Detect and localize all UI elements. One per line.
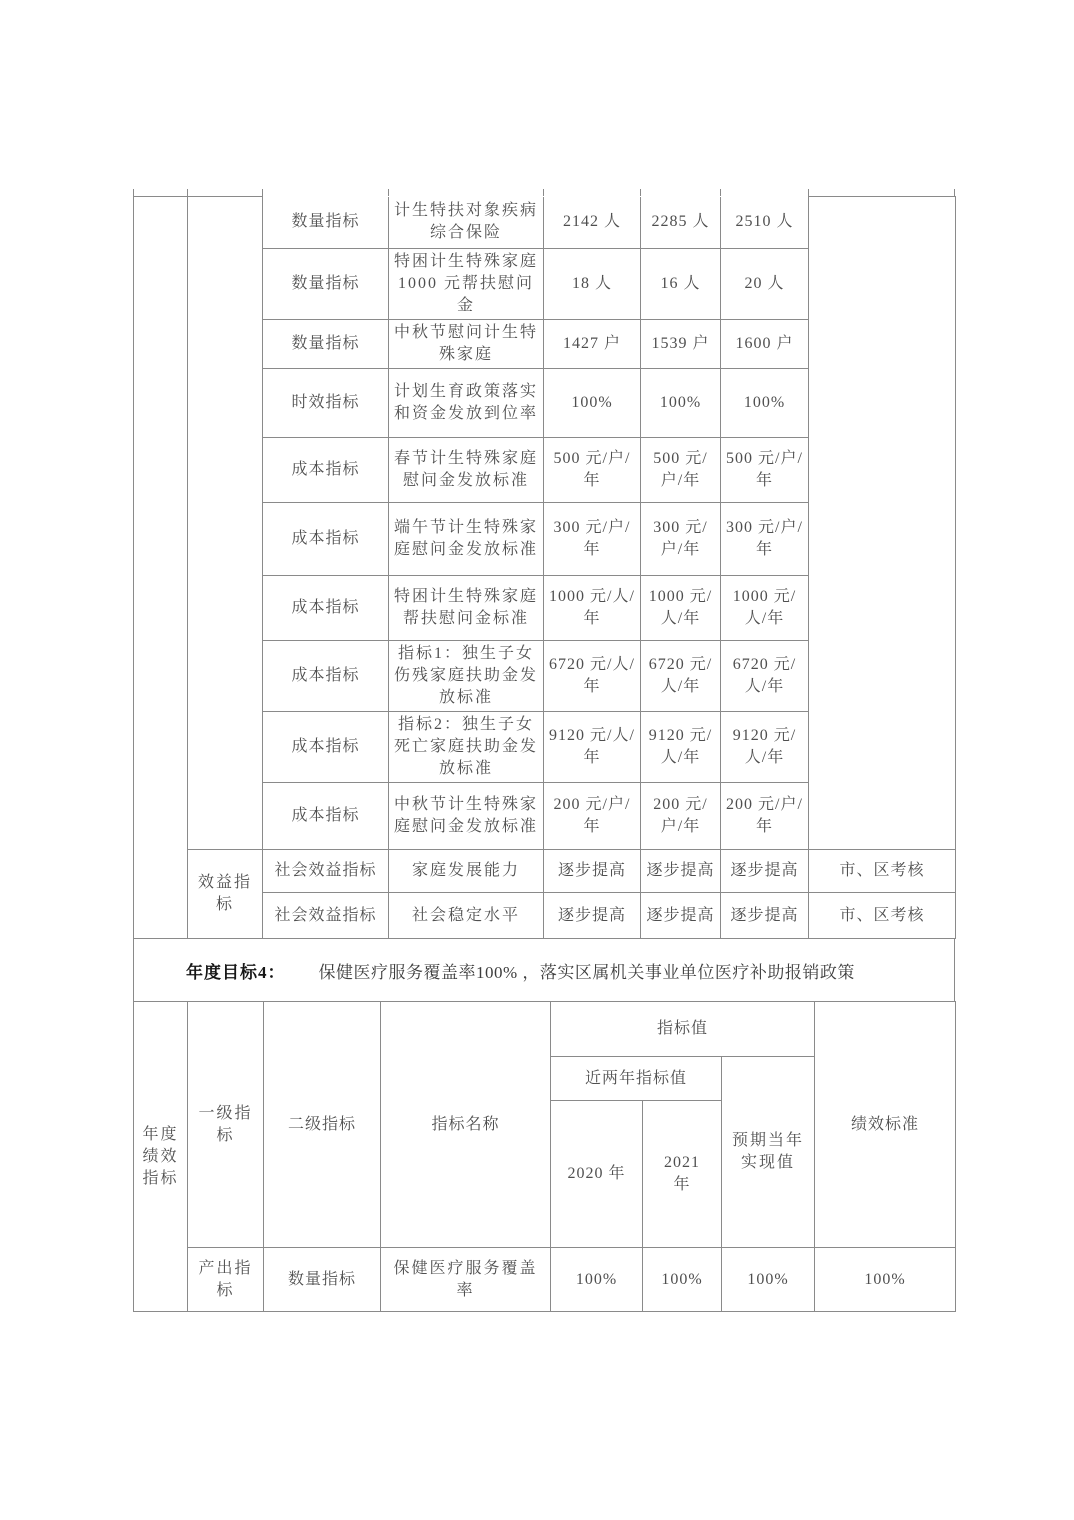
annual-goal-text: 保健医疗服务覆盖率100% ，落实区属机关事业单位医疗补助报销政策 [318, 962, 855, 982]
value-2020-cell: 500 元/户/年 [544, 438, 641, 503]
year-2021-header-text: 2021 年 [664, 1154, 700, 1193]
indicator-name-cell: 春节计生特殊家庭慰问金发放标准 [389, 438, 544, 503]
table-row [134, 1248, 956, 1312]
value-2021-cell: 逐步提高 [641, 850, 721, 893]
value-2021-cell: 9120 元/人/年 [641, 712, 721, 783]
table-row [134, 197, 956, 249]
expected-value-cell: 1600 户 [721, 320, 809, 369]
value-2020-cell: 100% [551, 1248, 643, 1312]
value-2021-cell: 200 元/户/年 [641, 783, 721, 850]
indicator-name-cell: 特困计生特殊家庭 1000 元帮扶慰问金 [389, 249, 544, 320]
year-2020-header-cell: 2020 年 [551, 1101, 643, 1248]
level1-header-cell: 一级指标 [188, 1002, 264, 1248]
indicator-name-cell: 指标2：独生子女死亡家庭扶助金发放标准 [389, 712, 544, 783]
indicator-name-cell: 社会稳定水平 [389, 893, 544, 939]
value-2020-cell: 300 元/户/年 [544, 503, 641, 576]
value-2021-cell: 6720 元/人/年 [641, 641, 721, 712]
indicator-category-cell: 成本指标 [263, 503, 389, 576]
value-2020-cell: 200 元/户/年 [544, 783, 641, 850]
performance-standard-cell: 市、区考核 [809, 850, 956, 893]
level1-indicator-cell [188, 197, 263, 850]
recent-two-years-header-cell: 近两年指标值 [551, 1057, 722, 1101]
indicator-category-cell: 成本指标 [263, 438, 389, 503]
page-break-cell-stubs [133, 189, 955, 196]
column-stub [262, 189, 388, 196]
expected-value-cell: 1000 元/人/年 [721, 576, 809, 641]
performance-standard-cell: 100% [815, 1248, 956, 1312]
value-2020-cell: 1427 户 [544, 320, 641, 369]
annual-goal-row [133, 938, 955, 1002]
level1-indicator-cell: 产出指标 [188, 1248, 264, 1312]
value-2020-cell: 6720 元/人/年 [544, 641, 641, 712]
indicator-name-cell: 计生特扶对象疾病综合保险 [389, 197, 544, 249]
value-2021-cell: 逐步提高 [641, 893, 721, 939]
year-2021-header-cell [643, 1101, 722, 1248]
indicator-category-cell: 成本指标 [263, 783, 389, 850]
level2-header-cell: 二级指标 [264, 1002, 381, 1248]
expected-value-cell: 9120 元/人/年 [721, 712, 809, 783]
expected-value-cell: 300 元/户/年 [721, 503, 809, 576]
value-2020-cell: 100% [544, 369, 641, 438]
performance-standard-header-cell: 绩效标准 [815, 1002, 956, 1248]
column-stub [543, 189, 640, 196]
value-2021-cell: 300 元/户/年 [641, 503, 721, 576]
column-stub [388, 189, 543, 196]
expected-value-cell: 100% [721, 369, 809, 438]
expected-value-cell: 逐步提高 [721, 850, 809, 893]
annual-performance-indicator-cell [134, 197, 188, 939]
column-stub [640, 189, 720, 196]
indicator-name-cell: 中秋节计生特殊家庭慰问金发放标准 [389, 783, 544, 850]
performance-standard-cell: 市、区考核 [809, 893, 956, 939]
value-2021-cell: 1000 元/人/年 [641, 576, 721, 641]
value-2020-cell: 2142 人 [544, 197, 641, 249]
annual-goal-label: 年度目标4： [186, 962, 286, 982]
value-2020-cell: 逐步提高 [544, 850, 641, 893]
indicator-category-cell: 社会效益指标 [263, 850, 389, 893]
indicator-category-cell: 数量指标 [263, 197, 389, 249]
value-2021-cell: 500 元/户/年 [641, 438, 721, 503]
indicator-category-cell: 时效指标 [263, 369, 389, 438]
expected-value-cell: 20 人 [721, 249, 809, 320]
value-2020-cell: 逐步提高 [544, 893, 641, 939]
indicator-name-cell: 特困计生特殊家庭帮扶慰问金标准 [389, 576, 544, 641]
annual-performance-indicator-cell: 年度绩效指标 [134, 1002, 188, 1312]
upper-performance-table [133, 196, 956, 939]
value-2020-cell: 1000 元/人/年 [544, 576, 641, 641]
expected-value-cell: 200 元/户/年 [721, 783, 809, 850]
expected-value-cell: 100% [722, 1248, 815, 1312]
table-row [134, 1002, 956, 1057]
indicator-value-group-header-cell: 指标值 [551, 1002, 815, 1057]
indicator-category-cell: 成本指标 [263, 576, 389, 641]
expected-value-cell: 6720 元/人/年 [721, 641, 809, 712]
expected-value-cell: 逐步提高 [721, 893, 809, 939]
indicator-category-cell: 数量指标 [263, 249, 389, 320]
expected-current-year-header-cell: 预期当年实现值 [722, 1057, 815, 1248]
indicator-category-cell: 成本指标 [263, 641, 389, 712]
value-2020-cell: 18 人 [544, 249, 641, 320]
expected-value-cell: 2510 人 [721, 197, 809, 249]
indicator-category-cell: 数量指标 [263, 320, 389, 369]
value-2021-cell: 2285 人 [641, 197, 721, 249]
indicator-category-cell: 社会效益指标 [263, 893, 389, 939]
value-2020-cell: 9120 元/人/年 [544, 712, 641, 783]
performance-standard-cell [809, 197, 956, 850]
column-stub [808, 189, 955, 196]
indicator-name-cell: 端午节计生特殊家庭慰问金发放标准 [389, 503, 544, 576]
expected-value-cell: 500 元/户/年 [721, 438, 809, 503]
indicator-name-cell: 指标1：独生子女伤残家庭扶助金发放标准 [389, 641, 544, 712]
column-stub [133, 189, 187, 196]
indicator-name-cell: 中秋节慰问计生特殊家庭 [389, 320, 544, 369]
value-2021-cell: 100% [641, 369, 721, 438]
indicator-name-cell: 计划生育政策落实和资金发放到位率 [389, 369, 544, 438]
column-stub [187, 189, 262, 196]
indicator-name-cell: 保健医疗服务覆盖率 [381, 1248, 551, 1312]
indicator-category-cell: 数量指标 [264, 1248, 381, 1312]
value-2021-cell: 16 人 [641, 249, 721, 320]
value-2021-cell: 1539 户 [641, 320, 721, 369]
lower-performance-table [133, 1001, 956, 1312]
indicator-category-cell: 成本指标 [263, 712, 389, 783]
value-2021-cell: 100% [643, 1248, 722, 1312]
indicator-name-cell: 家庭发展能力 [389, 850, 544, 893]
level1-indicator-cell: 效益指标 [188, 850, 263, 939]
indicator-name-header-cell: 指标名称 [381, 1002, 551, 1248]
column-stub [720, 189, 808, 196]
table-row [134, 850, 956, 893]
